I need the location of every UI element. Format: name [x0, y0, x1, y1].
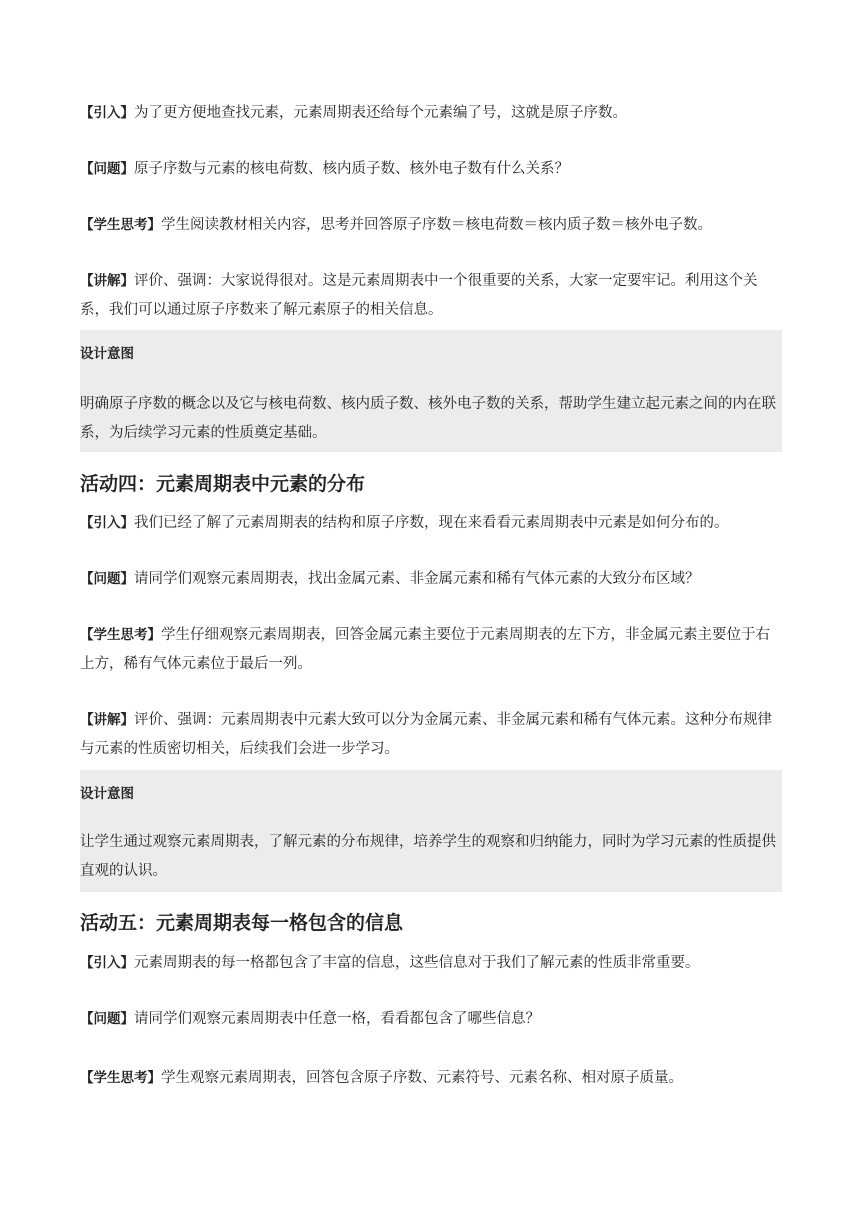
paragraph-intro-3 [80, 949, 782, 978]
tag-label: 【问题】 [80, 571, 134, 587]
design-intent-title: 设计意图 [80, 786, 134, 802]
paragraph-text: 原子序数与元素的核电荷数、核内质子数、核外电子数有什么关系？ [134, 161, 569, 177]
tag-label: 【引入】 [80, 515, 134, 531]
tag-label: 【问题】 [80, 161, 134, 177]
paragraph-explain-1 [80, 267, 782, 325]
paragraph-student-think-2 [80, 621, 782, 679]
paragraph-text: 为了更方便地查找元素，元素周期表还给每个元素编了号，这就是原子序数。 [134, 105, 627, 121]
paragraph-intro-2 [80, 509, 782, 538]
tag-label: 【引入】 [80, 955, 134, 971]
paragraph-text: 元素周期表的每一格都包含了丰富的信息，这些信息对于我们了解元素的性质非常重要。 [134, 955, 700, 971]
paragraph-text: 学生仔细观察元素周期表，回答金属元素主要位于元素周期表的左下方，非金属元素主要位于右上方，稀有气体元素位于最后一列。 [80, 627, 770, 672]
design-intent-box-2 [80, 770, 782, 892]
tag-label: 【问题】 [80, 1011, 134, 1027]
section-heading-activity-4: 活动四：元素周期表中元素的分布 [80, 473, 366, 495]
tag-label: 【讲解】 [80, 273, 134, 289]
paragraph-text: 请同学们观察元素周期表，找出金属元素、非金属元素和稀有气体元素的大致分布区域？ [134, 571, 700, 587]
design-intent-title: 设计意图 [80, 346, 134, 362]
paragraph-text: 请同学们观察元素周期表中任意一格，看看都包含了哪些信息？ [134, 1011, 540, 1027]
tag-label: 【引入】 [80, 105, 134, 121]
paragraph-text: 评价、强调：大家说得很对。这是元素周期表中一个很重要的关系，大家一定要牢记。利用这个关系，我们可以通过原子序数来了解元素原子的相关信息。 [80, 273, 758, 318]
tag-label: 【讲解】 [80, 712, 134, 728]
paragraph-explain-2 [80, 706, 782, 764]
design-intent-box-1 [80, 330, 782, 452]
design-intent-text: 让学生通过观察元素周期表，了解元素的分布规律，培养学生的观察和归纳能力，同时为学习元素的性质提供直观的认识。 [80, 834, 776, 879]
paragraph-question-1 [80, 155, 782, 184]
tag-label: 【学生思考】 [80, 627, 161, 643]
paragraph-question-3 [80, 1005, 782, 1034]
paragraph-student-think-1 [80, 211, 782, 240]
tag-label: 【学生思考】 [80, 1070, 161, 1086]
section-heading-activity-5: 活动五：元素周期表每一格包含的信息 [80, 912, 404, 934]
paragraph-text: 学生阅读教材相关内容，思考并回答原子序数＝核电荷数＝核内质子数＝核外电子数。 [161, 217, 712, 233]
paragraph-student-think-3 [80, 1064, 782, 1093]
paragraph-text: 评价、强调：元素周期表中元素大致可以分为金属元素、非金属元素和稀有气体元素。这种分布规律与元素的性质密切相关，后续我们会进一步学习。 [80, 712, 772, 757]
paragraph-intro-1 [80, 99, 782, 128]
design-intent-text: 明确原子序数的概念以及它与核电荷数、核内质子数、核外电子数的关系，帮助学生建立起元素之间的内在联系，为后续学习元素的性质奠定基础。 [80, 396, 776, 441]
paragraph-text: 我们已经了解了元素周期表的结构和原子序数，现在来看看元素周期表中元素是如何分布的。 [134, 515, 729, 531]
paragraph-text: 学生观察元素周期表，回答包含原子序数、元素符号、元素名称、相对原子质量。 [161, 1070, 683, 1086]
tag-label: 【学生思考】 [80, 217, 161, 233]
paragraph-question-2 [80, 565, 782, 594]
